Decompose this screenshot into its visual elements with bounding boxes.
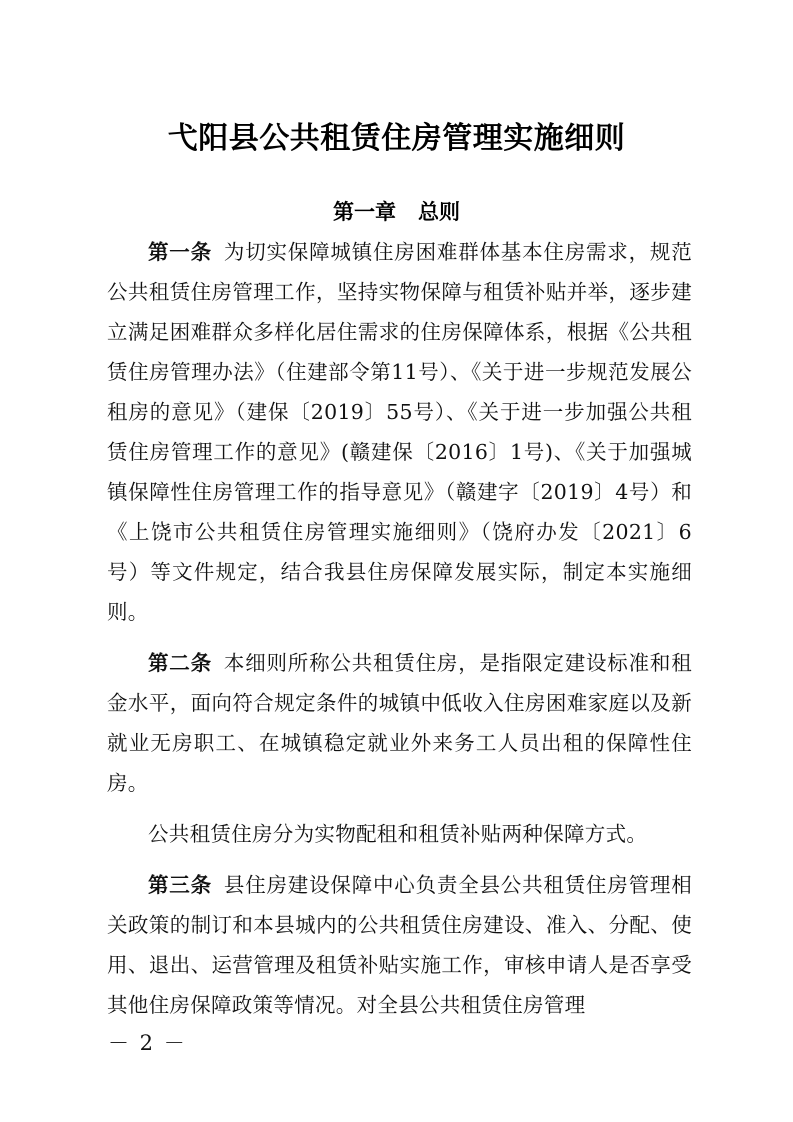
paragraph-article-1 [107,232,692,632]
article-label: 第一条 [148,240,212,264]
paragraph-article-2 [107,643,692,803]
document-body [107,232,692,1025]
paragraph-text: 为切实保障城镇住房困难群体基本住房需求，规范公共租赁住房管理工作，坚持实物保障与租赁补贴并举，逐步建立满足困难群众多样化居住需求的住房保障体系，根据《公共租赁住房管理办法》（住建部令第11号）、《关于进一步规范发展公租房的意见》（建保〔2019〕55号）、《关于进一步加强公共租赁住房管理工作的意见》(赣建保〔2016〕1号)、《关于加强城镇保障性住房管理工作的指导意见》（赣建字〔2019〕4号）和《上饶市公共租赁住房管理实施细则》（饶府办发〔2021〕6号）等文件规定，结合我县住房保障发展实际，制定本实施细则。 [107,240,692,624]
paragraph-article-3 [107,865,692,1025]
paragraph-text: 本细则所称公共租赁住房，是指限定建设标准和租金水平，面向符合规定条件的城镇中低收入住房困难家庭以及新就业无房职工、在城镇稳定就业外来务工人员出租的保障性住房。 [107,651,692,795]
chapter-heading [0,196,793,226]
chapter-name: 总则 [418,200,460,224]
paragraph-text: 县住房建设保障中心负责全县公共租赁住房管理相关政策的制订和本县城内的公共租赁住房建设、准入、分配、使用、退出、运营管理及租赁补贴实施工作，审核申请人是否享受其他住房保障政策等情况。对全县公共租赁住房管理 [107,873,692,1017]
paragraph-article-2-cont [107,814,692,854]
chapter-number: 第一章 [333,200,396,224]
page-number: － 2 － [108,1031,187,1055]
paragraph-text: 公共租赁住房分为实物配租和租赁补贴两种保障方式。 [148,822,648,846]
document-title: 弋阳县公共租赁住房管理实施细则 [167,121,626,156]
article-label: 第二条 [148,651,212,675]
article-label: 第三条 [148,873,212,897]
